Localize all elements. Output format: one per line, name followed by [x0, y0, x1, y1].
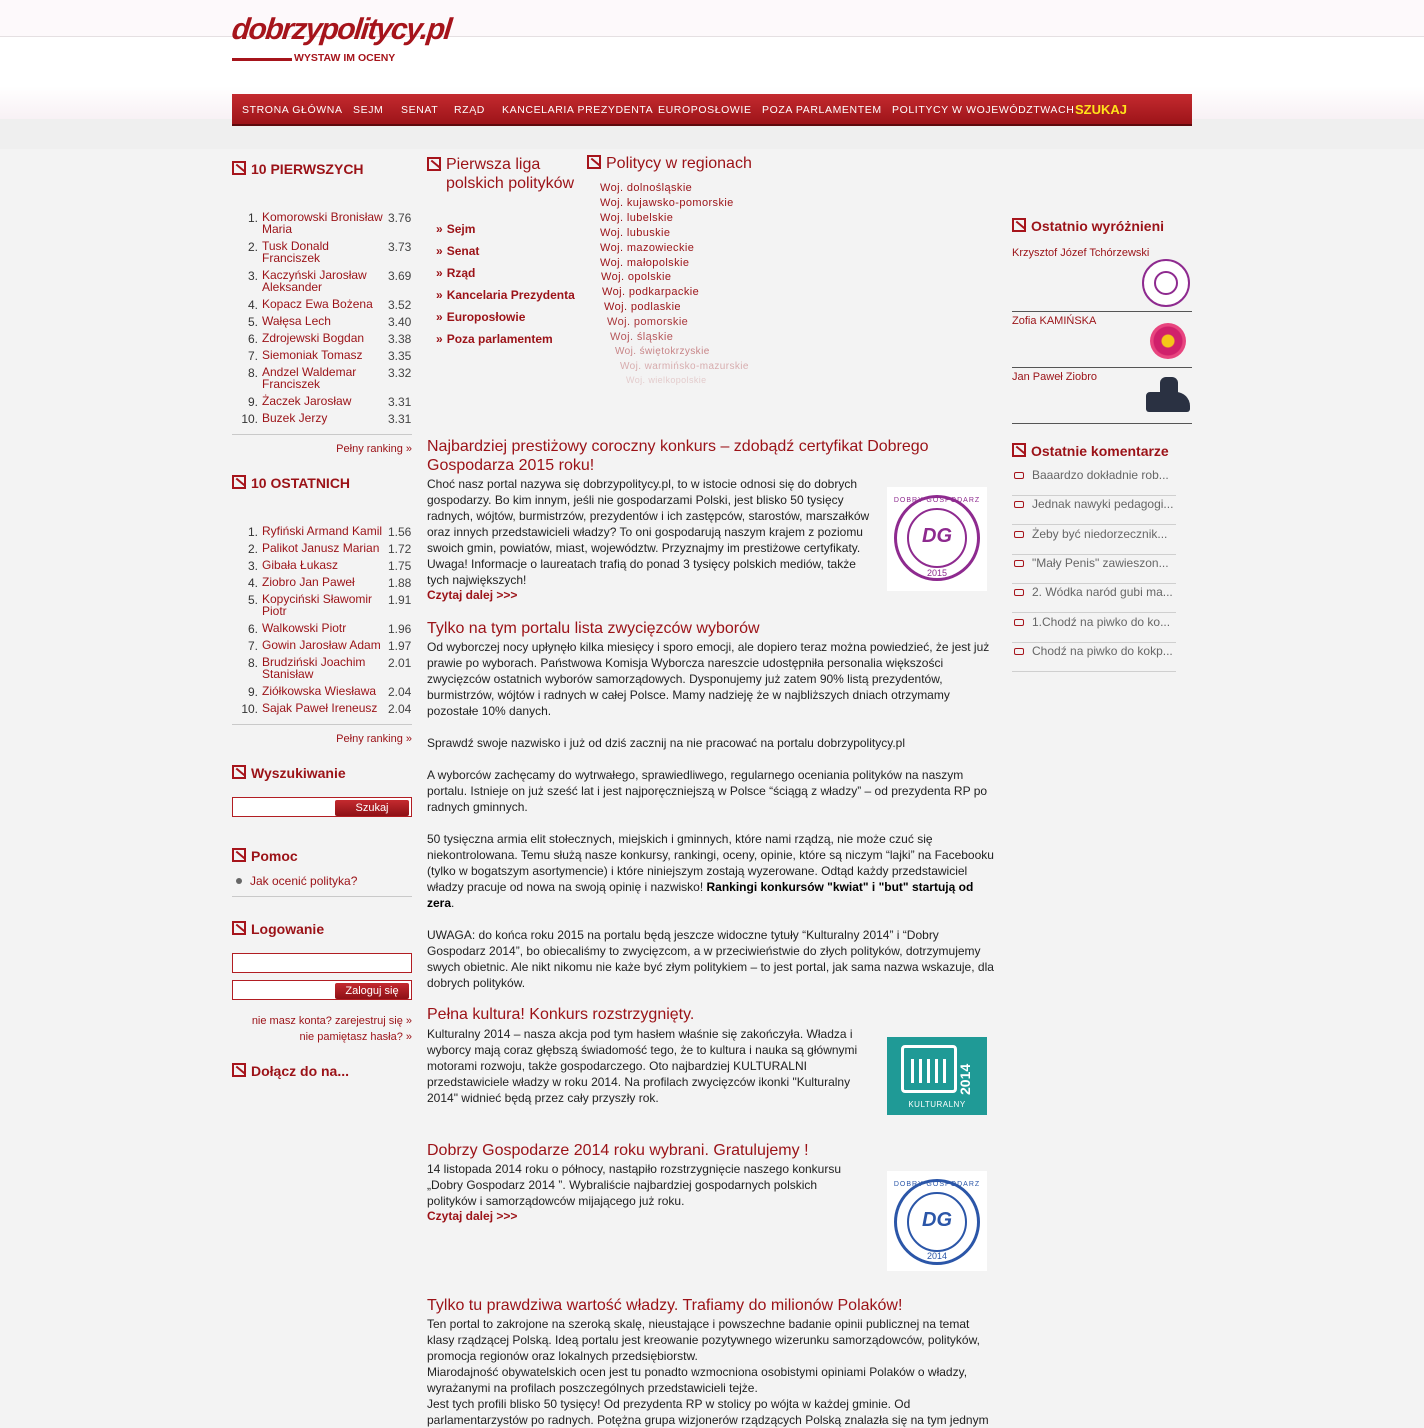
article-paragraph: Jest tych profili blisko 50 tysięcy! Od prezydenta RP w stolicy po wójta w każdej gminie. Od parlamentarzystów po radnych. Potężna grupa wizjonerów rządzących Polską znalazła się na tym jednym — [427, 1397, 989, 1427]
arrow-box-icon — [232, 921, 246, 935]
politician-link[interactable]: Sajak Paweł Ireneusz — [262, 701, 378, 715]
nav-sejm[interactable]: SEJM — [353, 104, 384, 116]
article-paragraph: UWAGA: do końca roku 2015 na portalu będą jeszcze widoczne tytuły “Kulturalny 2014” i “Dobry Gospodarz 2014”, bo obiecaliśmy to zwycięzcom, a w przeciwieństwie do złych polityków, dotrzymujemy swych obietnic. Ale nikt nikomu nie każe być złym politykiem – to jest portal, jak sama nazwa wskazuje, dla dobrych polityków. — [427, 928, 994, 990]
comment-icon — [1014, 648, 1024, 655]
article-paragraph: 50 tysięczna armia elit stołecznych, miejskich i gminnych, które nami rządzą, nie może czuć się niekontrolowana. Temu służą nasze konkursy, rankingi, oceny, opinie, które są niczym “lajki” na Facebooku (tylko w bogatszym asortymencie) i które niniejszym zostają wyzerowane. Odtąd każdy przedstawiciel władzy pracuje od nowa na swoją opinię i nazwisko! Rankingi konkursów "kwiat" i "but" startują od zera. — [427, 832, 994, 910]
help-heading: Pomoc — [232, 848, 298, 864]
arrow-box-icon — [232, 475, 246, 489]
region-link[interactable]: Woj. opolskie — [601, 271, 672, 283]
join-heading: Dołącz do na... — [232, 1063, 349, 1079]
nav-europoslowie[interactable]: EUROPOSŁOWIE — [658, 104, 752, 116]
shoe-icon — [1146, 392, 1190, 412]
register-link[interactable]: nie masz konta? zarejestruj się » — [251, 1015, 412, 1027]
article-title[interactable]: Najbardziej prestiżowy coroczny konkurs – zdobądź certyfikat Dobrego Gospodarza 2015 roku! — [427, 438, 929, 474]
arrow-box-icon — [232, 1063, 246, 1077]
liga-heading: Pierwsza liga polskich polityków — [427, 155, 577, 193]
nav-strona-glowna[interactable]: STRONA GŁÓWNA — [242, 104, 343, 116]
full-ranking-bottom-link[interactable]: Pełny ranking » — [336, 733, 412, 745]
nav-szukaj[interactable]: SZUKAJ — [1075, 102, 1128, 117]
comment-item[interactable]: "Mały Penis" zawieszon... — [1012, 554, 1176, 584]
comment-item[interactable]: 2. Wódka naród gubi ma... — [1012, 583, 1176, 613]
politician-link[interactable]: Komorowski Bronisław Maria — [262, 210, 383, 236]
top10-heading: 10 PIERWSZYCH — [232, 161, 364, 177]
region-link[interactable]: Woj. lubuskie — [600, 227, 671, 239]
politician-link[interactable]: Siemoniak Tomasz — [262, 348, 363, 362]
comment-icon — [1014, 472, 1024, 479]
liga-sejm[interactable]: » Sejm — [436, 222, 475, 236]
comment-icon — [1014, 501, 1024, 508]
distinguished-name[interactable]: Jan Paweł Ziobro — [1012, 371, 1097, 383]
nav-rzad[interactable]: RZĄD — [454, 104, 485, 116]
politician-link[interactable]: Andzel Waldemar Franciszek — [262, 365, 357, 391]
comment-item[interactable]: Baaardzo dokładnie rob... — [1012, 466, 1176, 496]
article-paragraph: Ten portal to zakrojone na szeroką skalę, nieustające i powszechne badanie opinii publicznej na temat klasy rządzącej Polską. Ideą portalu jest kreowanie pozytywnego wizerunku samorządowców, polityków, promocja regionów oraz lokalnych przedsiębiorstw. — [427, 1317, 980, 1363]
divider — [232, 896, 412, 897]
region-link[interactable]: Woj. dolnośląskie — [600, 182, 693, 194]
region-link[interactable]: Woj. podkarpackie — [602, 286, 700, 298]
nav-senat[interactable]: SENAT — [401, 104, 439, 116]
logo-tagline: WYSTAW IM OCENY — [294, 52, 396, 64]
arrow-box-icon — [232, 161, 246, 175]
dobry-gospodarz-2015-stamp: DG DOBRY GOSPODARZ 2015 — [887, 487, 987, 591]
arrow-box-icon — [1012, 218, 1026, 232]
article-paragraph: Miarodajność obywatelskich ocen jest tu ponadto wzmocniona osobistymi opiniami Polaków o władzy, wyrażanymi na profilach poszczególnych przedstawicieli tejże. — [427, 1365, 968, 1395]
politician-link[interactable]: Ziobro Jan Paweł — [262, 575, 355, 589]
article-paragraph: Sprawdź swoje nazwisko i już od dziś zacznij na nie pracować na portalu dobrzypolitycy.pl — [427, 736, 906, 750]
arrow-box-icon — [587, 155, 601, 169]
comments-heading: Ostatnie komentarze — [1012, 443, 1169, 459]
comment-icon — [1014, 560, 1024, 567]
arrow-box-icon — [232, 765, 246, 779]
article-title[interactable]: Pełna kultura! Konkurs rozstrzygnięty. — [427, 1006, 695, 1023]
politician-link[interactable]: Żaczek Jarosław — [262, 394, 352, 408]
kulturalny-2014-badge: 2014 KULTURALNY — [887, 1037, 987, 1115]
regions-heading: Politycy w regionach — [587, 155, 752, 173]
region-link[interactable]: Woj. wielkopolskie — [626, 375, 707, 385]
last10-heading: 10 OSTATNICH — [232, 475, 350, 491]
comment-icon — [1014, 531, 1024, 538]
politician-link[interactable]: Kopyciński Sławomir Piotr — [262, 592, 373, 618]
nav-politycy-w-wojewodztwach[interactable]: POLITYCY W WOJEWÓDZTWACH — [892, 104, 1075, 116]
divider — [1012, 423, 1192, 424]
arrow-box-icon — [1012, 443, 1026, 457]
politician-link[interactable]: Palikot Janusz Marian — [262, 541, 380, 555]
nav-kancelaria-prezydenta[interactable]: KANCELARIA PREZYDENTA — [502, 104, 654, 116]
liga-europoslowie[interactable]: » Europosłowie — [436, 310, 525, 324]
politician-link[interactable]: Buzek Jerzy — [262, 411, 328, 425]
comment-icon — [1014, 619, 1024, 626]
read-more-link[interactable]: Czytaj dalej >>> — [427, 1209, 518, 1223]
forgot-password-link[interactable]: nie pamiętasz hasła? » — [299, 1031, 412, 1043]
politician-link[interactable]: Walkowski Piotr — [262, 621, 347, 635]
region-link[interactable]: Woj. lubelskie — [600, 212, 674, 224]
login-heading: Logowanie — [232, 921, 324, 937]
politician-link[interactable]: Kaczyński Jarosław Aleksander — [262, 268, 367, 294]
logo-text: dobrzypolitycy.pl — [230, 13, 453, 46]
distinguished-name[interactable]: Krzysztof Józef Tchórzewski — [1012, 247, 1150, 259]
liga-senat[interactable]: » Senat — [436, 244, 479, 258]
divider — [232, 434, 412, 435]
politician-link[interactable]: Tusk Donald Franciszek — [262, 239, 329, 265]
divider — [232, 724, 412, 725]
login-button[interactable]: Zaloguj się — [335, 983, 409, 999]
search-heading: Wyszukiwanie — [232, 765, 346, 781]
liga-poza-parlamentem[interactable]: » Poza parlamentem — [436, 332, 553, 346]
stamp-mark: DG — [922, 1209, 952, 1231]
dg-stamp-icon — [1142, 259, 1190, 307]
dobry-gospodarz-2014-stamp: DG DOBRY GOSPODARZ 2014 — [887, 1171, 987, 1271]
politician-link[interactable]: Gibała Łukasz — [262, 558, 339, 572]
article-title[interactable]: Tylko na tym portalu lista zwycięzców wyborów — [427, 620, 760, 637]
divider — [1012, 311, 1192, 312]
region-link[interactable]: Woj. warmińsko-mazurskie — [620, 361, 749, 372]
politician-link[interactable]: Ryfiński Armand Kamil — [262, 524, 383, 538]
comment-item[interactable]: Żeby być niedorzecznik... — [1012, 525, 1176, 555]
login-field[interactable] — [232, 953, 412, 973]
bold-notice: Rankingi konkursów "kwiat" i "but" startują od zera — [427, 880, 974, 910]
top-band — [0, 0, 1424, 37]
search-button[interactable]: Szukaj — [335, 800, 409, 816]
comment-item[interactable]: 1.Chodź na piwko do ko... — [1012, 613, 1176, 643]
liga-kancelaria[interactable]: » Kancelaria Prezydenta — [436, 288, 575, 302]
bullet-icon — [236, 878, 242, 884]
distinguished-name[interactable]: Zofia KAMIŃSKA — [1012, 315, 1097, 327]
politician-link[interactable]: Brudziński Joachim Stanisław — [262, 655, 366, 681]
politician-link[interactable]: Gowin Jarosław Adam — [262, 638, 381, 652]
politician-link[interactable]: Ziółkowska Wiesława — [262, 684, 377, 698]
comment-item[interactable]: Jednak nawyki pedagogi... — [1012, 495, 1176, 525]
divider — [1012, 367, 1192, 368]
region-link[interactable]: Woj. mazowieckie — [600, 242, 695, 254]
article-body: 14 listopada 2014 roku o północy, nastąpiło rozstrzygnięcie naszego konkursu „Dobry Gospodarz 2014 ”. Wybraliście najbardziej gospodarnych polskich polityków i samorządowców mijającego już roku. — [427, 1162, 842, 1208]
article-paragraph: A wyborców zachęcamy do wytrwałego, sprawiedliwego, regularnego oceniania polityków na naszym portalu. Istnieje on już sześć lat i jest najporęczniejszą w Polsce “ściągą z władzy” – od prezydenta RP po radnych gminnych. — [427, 768, 988, 814]
region-link[interactable]: Woj. podlaskie — [604, 301, 681, 313]
article-body: Kulturalny 2014 – nasza akcja pod tym hasłem właśnie się zakończyła. Władza i wyborcy mają coraz głębszą świadomość tego, że to kultura i nauka są głównymi motorami rozwoju, także gospodarczego. Oto najbardziej KULTURALNI przedstawiciele władzy w roku 2014. Na profilach zwycięzców ikonki "Kulturalny 2014" widnieć będą przez cały przyszły rok. — [427, 1027, 858, 1105]
full-ranking-top-link[interactable]: Pełny ranking » — [336, 443, 412, 455]
flower-icon — [1150, 323, 1186, 359]
site-logo[interactable] — [230, 13, 453, 70]
politician-link[interactable]: Kopacz Ewa Bożena — [262, 297, 373, 311]
article-title[interactable]: Tylko tu prawdziwa wartość władzy. Trafiamy do milionów Polaków! — [427, 1297, 903, 1314]
arrow-box-icon — [232, 848, 246, 862]
liga-rzad[interactable]: » Rząd — [436, 266, 475, 280]
region-link[interactable]: Woj. małopolskie — [600, 257, 690, 269]
region-link[interactable]: Woj. śląskie — [610, 331, 674, 343]
region-link[interactable]: Woj. kujawsko-pomorskie — [600, 197, 734, 209]
comment-item[interactable]: Chodź na piwko do kokp... — [1012, 642, 1176, 672]
article-title[interactable]: Dobrzy Gospodarze 2014 roku wybrani. Gratulujemy ! — [427, 1142, 809, 1159]
distinguished-heading: Ostatnio wyróżnieni — [1012, 218, 1164, 234]
logo-underline — [232, 50, 292, 61]
politician-link[interactable]: Zdrojewski Bogdan — [262, 331, 365, 345]
article-paragraph: Od wyborczej nocy upłynęło kilka miesięcy i sporo emocji, ale dopiero teraz można powiedzieć, że jest już prawie po wyborach. Państwowa Komisja Wyborcza nareszcie udostępniła personalia większości zwycięzców ostatnich wyborów samorządowych. Dysponujemy już zatem 90% listą prezydentów, burmistrzów, wójtów i radnych w całej Polsce. Mamy nadzieję że w najbliższych dniach otrzymamy pozostałe 10% danych. — [427, 640, 990, 718]
read-more-link[interactable]: Czytaj dalej >>> — [427, 588, 518, 602]
politician-link[interactable]: Wałęsa Lech — [262, 314, 331, 328]
comment-icon — [1014, 589, 1024, 596]
nav-poza-parlamentem[interactable]: POZA PARLAMENTEM — [762, 104, 882, 116]
main-nav — [232, 94, 1192, 126]
arrow-box-icon — [427, 157, 441, 171]
article-body: Choć nasz portal nazywa się dobrzypolitycy.pl, to w istocie odnosi się do dobrych gospodarzy. Bo kim innym, jeśli nie gospodarzami Polski, jest blisko 50 tysięcy radnych, wójtów, burmistrzów, prezydentów i ich zastępców, starostów, marszałków oraz innych przedstawicieli władzy? To oni gospodarują naszym krajem z poziomu swoich gmin, powiatów, miast, województw. Przyznajmy im prestiżowe certyfikaty. Uwaga! Informacje o laureatach trafią do ponad 3 tysięcy polskich mediów, także tych największych! — [427, 477, 870, 587]
region-link[interactable]: Woj. świętokrzyskie — [615, 346, 710, 357]
stamp-mark: DG — [922, 525, 952, 547]
help-link[interactable]: Jak ocenić polityka? — [250, 874, 358, 888]
region-link[interactable]: Woj. pomorskie — [607, 316, 689, 328]
